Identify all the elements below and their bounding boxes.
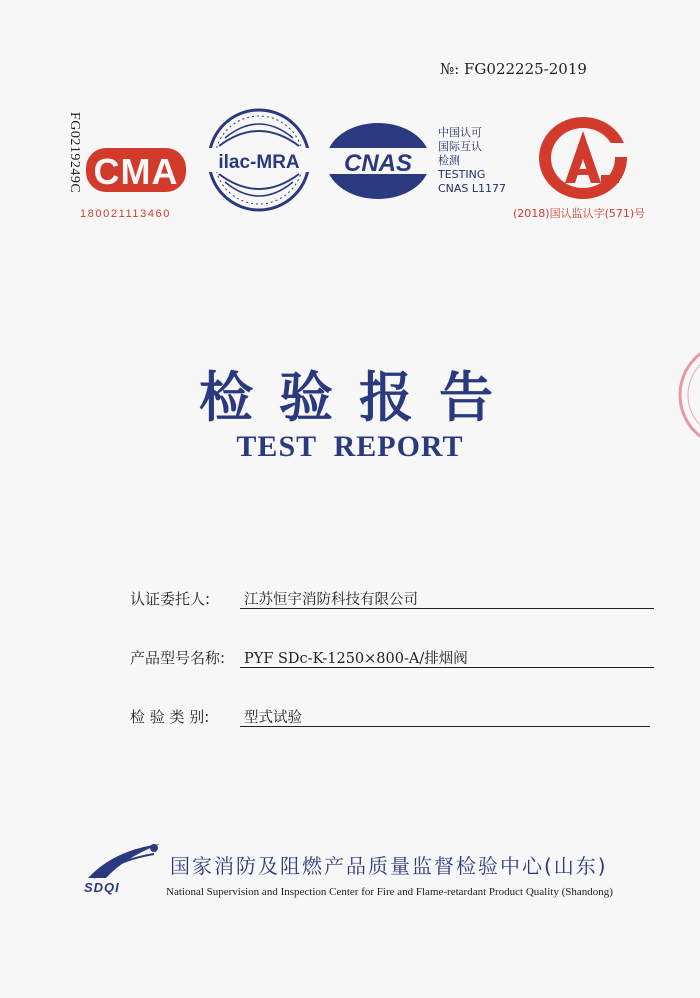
report-title-cn: 检验报告 — [199, 366, 519, 429]
report-number: №: FG022225-2019 — [440, 60, 587, 78]
ilac-mra-logo — [205, 106, 313, 214]
field-product-value: PYF SDc-K-1250×800-A/排烟阀 — [244, 651, 468, 667]
cnas-logo — [322, 120, 434, 202]
field-client-label: 认证委托人: — [130, 590, 211, 608]
svg-text:CNAS: CNAS — [343, 150, 413, 177]
field-client-underline — [240, 608, 654, 609]
field-product-label: 产品型号名称: — [130, 649, 226, 667]
cma-logo — [84, 140, 188, 200]
cnas-line: CNAS L1177 — [438, 182, 507, 195]
partial-seal-stamp — [672, 340, 700, 450]
field-client — [130, 588, 418, 609]
field-type-underline — [240, 726, 650, 727]
org-name-cn: 国家消防及阻燃产品质量监督检验中心(山东) — [170, 854, 608, 878]
cnas-line: 中国认可 — [438, 126, 482, 139]
report-title-en — [0, 430, 700, 464]
field-type-value: 型式试验 — [244, 710, 302, 726]
vertical-report-id: FG0219249C — [67, 112, 82, 194]
field-type — [130, 706, 302, 727]
cnas-caption — [438, 126, 506, 196]
sdqi-abbr: SDQI — [84, 880, 120, 895]
org-name-en: National Supervision and Inspection Center for Fire and Flame-retardant Product Quality (Shandong) — [166, 886, 613, 898]
field-type-label: 检 验 类 别: — [130, 708, 210, 726]
cma-number: 180021113460 — [80, 208, 171, 220]
cnas-line: 检测 — [438, 154, 460, 167]
cal-logo — [535, 113, 631, 203]
cal-caption: (2018)国认监认字(571)号 — [513, 207, 646, 220]
field-product-underline — [240, 667, 654, 668]
sdqi-logo — [84, 840, 164, 882]
field-client-value: 江苏恒宇消防科技有限公司 — [244, 592, 418, 608]
field-product — [130, 647, 468, 668]
cnas-line: 国际互认 — [438, 140, 482, 153]
cnas-line: TESTING — [438, 168, 486, 181]
svg-text:CMA: CMA — [93, 151, 179, 192]
svg-text:ilac-MRA: ilac-MRA — [218, 152, 300, 173]
report-title-en-text: TEST REPORT — [236, 430, 464, 463]
